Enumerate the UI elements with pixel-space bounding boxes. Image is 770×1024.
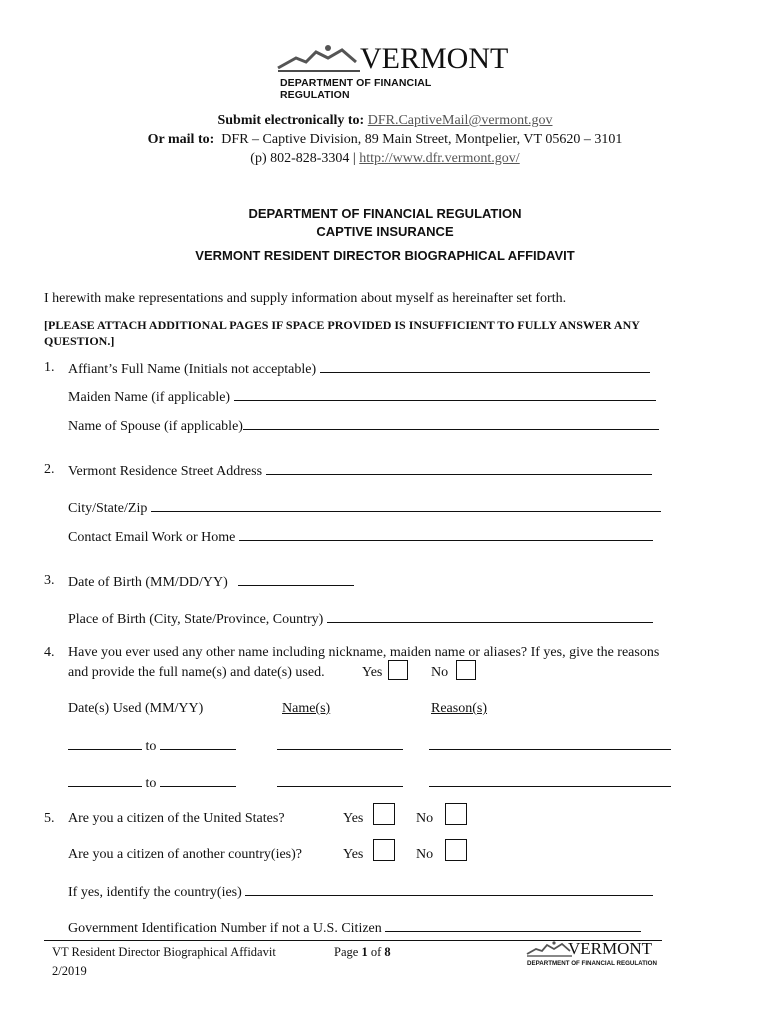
heading-captive: CAPTIVE INSURANCE: [316, 224, 454, 239]
q5-other-yes-checkbox[interactable]: [373, 839, 395, 861]
footer-page-num: 1: [361, 945, 368, 959]
mountain-logo-icon: [276, 42, 366, 78]
q1-full-name-label: Affiant’s Full Name (Initials not acceptable): [68, 362, 317, 377]
intro-note-line2: QUESTION.]: [44, 334, 115, 348]
q2-city-row: [68, 499, 661, 517]
footer-date: 2/2019: [52, 964, 87, 978]
q5-other-citizen-label: Are you a citizen of another country(ies)?: [68, 847, 303, 862]
q1-full-name-row: [68, 360, 650, 378]
q3-dob-label: Date of Birth (MM/DD/YY): [68, 575, 228, 590]
intro-statement: I herewith make representations and supply information about myself as hereinafter set forth.: [44, 291, 567, 306]
footer-page-total: 8: [384, 945, 391, 959]
heading-department: DEPARTMENT OF FINANCIAL REGULATION: [248, 206, 522, 221]
q5-identify-row: [68, 883, 653, 901]
q4-number: 4.: [44, 645, 55, 660]
mail-line: Or mail to: DFR – Captive Division, 89 Main Street, Montpelier, VT 05620 – 3101: [147, 132, 623, 147]
footer-doc-title: VT Resident Director Biographical Affidavit: [52, 945, 276, 959]
q3-dob-field[interactable]: [238, 573, 354, 586]
website-link[interactable]: http://www.dfr.vermont.gov/: [359, 151, 520, 166]
q3-number: 3.: [44, 573, 55, 588]
mail-label: Or mail to: [147, 132, 210, 147]
q2-city-label: City/State/Zip: [68, 501, 148, 516]
q4-no-label: No: [431, 665, 449, 680]
q4-alias2-date-from[interactable]: [68, 774, 142, 787]
q5-us-no-checkbox[interactable]: [445, 803, 467, 825]
q4-alias1-reason-wrap: [429, 737, 671, 755]
footer-page: [334, 945, 391, 960]
q4-alias2-reason-wrap: [429, 774, 671, 792]
footer-mountain-logo-icon: [526, 940, 574, 960]
q4-yes-label: Yes: [362, 665, 383, 680]
q1-maiden-label: Maiden Name (if applicable): [68, 390, 231, 405]
q3-pob-field[interactable]: [327, 610, 653, 623]
q2-email-field[interactable]: [239, 528, 653, 541]
q2-street-row: [68, 462, 652, 480]
phone-number: (p) 802-828-3304 |: [250, 151, 356, 166]
q4-alias2-to: to: [145, 776, 157, 791]
q4-alias2-name-field[interactable]: [277, 774, 403, 787]
q2-city-field[interactable]: [151, 499, 661, 512]
submit-email-link[interactable]: DFR.CaptiveMail@vermont.gov: [367, 113, 553, 128]
q4-alias1-name-wrap: [277, 737, 403, 755]
footer-logo-wordmark: VERMONT: [568, 939, 653, 958]
q5-gov-id-row: [68, 919, 641, 937]
q5-other-no-label: No: [416, 847, 434, 862]
q4-alias1-to: to: [145, 739, 157, 754]
q1-spouse-row: [68, 417, 659, 435]
q4-alias-row-1: [68, 737, 236, 755]
q3-pob-label: Place of Birth (City, State/Province, Country): [68, 612, 324, 627]
q4-alias2-date-to[interactable]: [160, 774, 236, 787]
q4-alias1-date-from[interactable]: [68, 737, 142, 750]
q5-gov-id-label: Government Identification Number if not a U.S. Citizen: [68, 921, 382, 936]
q4-question-line2: and provide the full name(s) and date(s) used.: [68, 665, 325, 680]
q4-alias2-reason-field[interactable]: [429, 774, 671, 787]
q2-street-label: Vermont Residence Street Address: [68, 464, 263, 479]
q5-number: 5.: [44, 811, 55, 826]
q5-identify-label: If yes, identify the country(ies): [68, 885, 242, 900]
intro-note-line1: [PLEASE ATTACH ADDITIONAL PAGES IF SPACE PROVIDED IS INSUFFICIENT TO FULLY ANSWER ANY: [44, 318, 640, 332]
q5-gov-id-field[interactable]: [385, 919, 641, 932]
q4-question-line1: Have you ever used any other name including nickname, maiden name or aliases? If yes, give the reasons: [68, 645, 660, 660]
logo-subtitle: DEPARTMENT OF FINANCIAL REGULATION: [280, 77, 432, 101]
q4-alias1-name-field[interactable]: [277, 737, 403, 750]
q1-full-name-field[interactable]: [320, 360, 650, 373]
q4-col-names: Name(s): [282, 701, 331, 716]
q5-us-citizen-label: Are you a citizen of the United States?: [68, 811, 285, 826]
q2-email-row: [68, 528, 653, 546]
phone-line: [0, 151, 770, 167]
mail-address: DFR – Captive Division, 89 Main Street, Montpelier, VT 05620 – 3101: [221, 132, 623, 147]
q2-number: 2.: [44, 462, 55, 477]
q1-spouse-label: Name of Spouse (if applicable): [68, 419, 243, 434]
q5-other-yes-label: Yes: [343, 847, 364, 862]
submit-label: Submit electronically to: [217, 113, 360, 128]
q1-maiden-field[interactable]: [234, 388, 656, 401]
q4-alias2-name-wrap: [277, 774, 403, 792]
q5-us-yes-checkbox[interactable]: [373, 803, 395, 825]
footer-logo: [526, 939, 657, 972]
logo-wordmark: VERMONT: [360, 42, 509, 75]
q1-maiden-row: [68, 388, 656, 406]
q1-spouse-field[interactable]: [243, 417, 659, 430]
q2-email-label: Contact Email Work or Home: [68, 530, 236, 545]
q5-us-no-label: No: [416, 811, 434, 826]
q2-street-field[interactable]: [266, 462, 652, 475]
q4-col-dates: Date(s) Used (MM/YY): [68, 701, 204, 716]
footer-page-of: of: [370, 945, 382, 959]
q4-alias1-date-to[interactable]: [160, 737, 236, 750]
q4-alias1-reason-field[interactable]: [429, 737, 671, 750]
header-logo: [276, 42, 509, 101]
q3-pob-row: [68, 610, 653, 628]
q4-yes-checkbox[interactable]: [388, 660, 408, 680]
q4-alias-row-2: [68, 774, 236, 792]
q3-dob-row: [68, 573, 354, 591]
footer-logo-subtitle: DEPARTMENT OF FINANCIAL REGULATION: [527, 960, 657, 967]
q4-col-reasons: Reason(s): [431, 701, 487, 716]
submit-line: Submit electronically to: DFR.CaptiveMail@vermont.gov: [217, 113, 553, 128]
heading-affidavit: VERMONT RESIDENT DIRECTOR BIOGRAPHICAL AFFIDAVIT: [195, 248, 575, 263]
q5-us-yes-label: Yes: [343, 811, 364, 826]
footer-page-prefix: Page: [334, 945, 359, 959]
q5-identify-field[interactable]: [245, 883, 653, 896]
q5-other-no-checkbox[interactable]: [445, 839, 467, 861]
q1-number: 1.: [44, 360, 55, 375]
q4-no-checkbox[interactable]: [456, 660, 476, 680]
